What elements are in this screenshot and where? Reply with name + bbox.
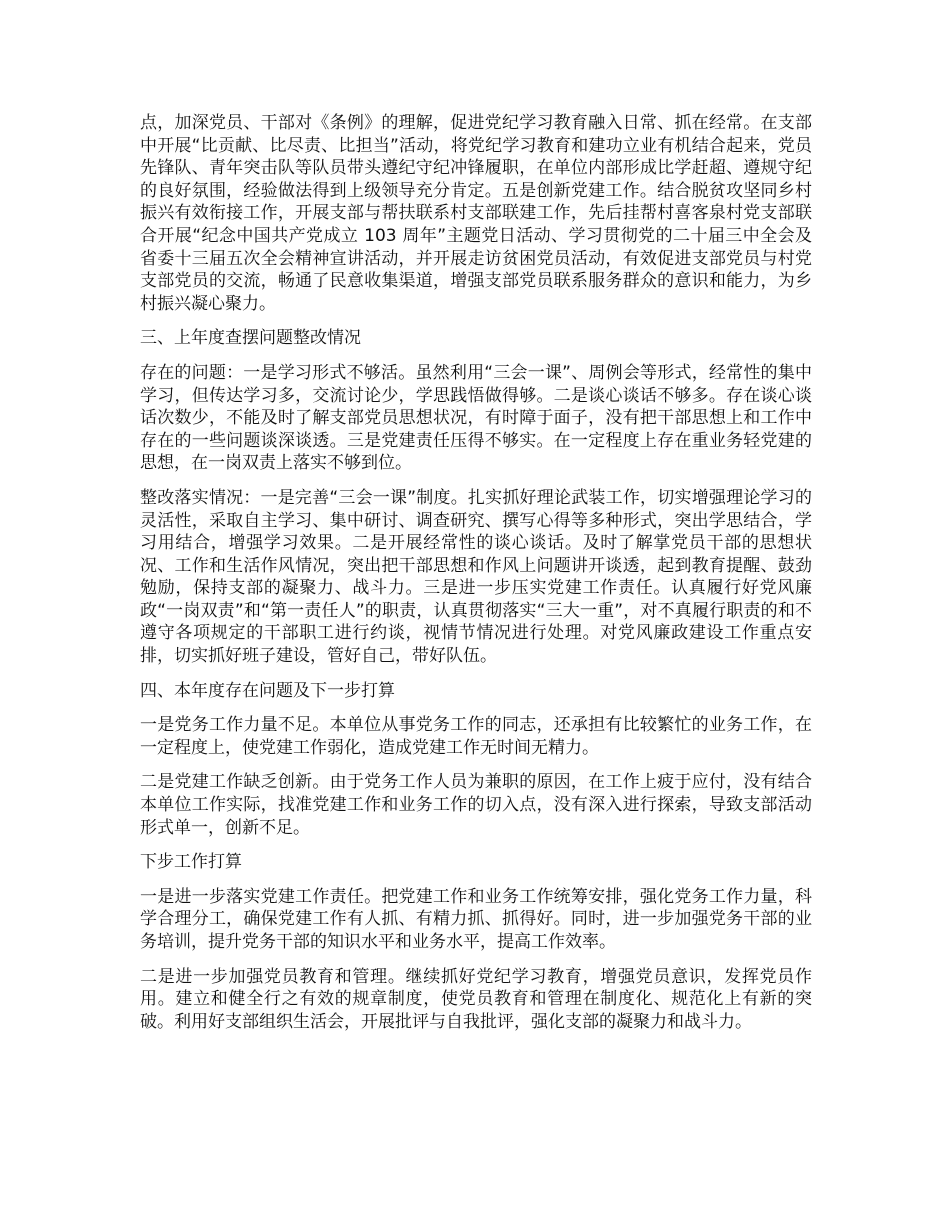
document-page: [140, 112, 812, 1045]
paragraph-rectification-status: 整改落实情况：一是完善“三会一课”制度。扎实抓好理论武装工作，切实增强理论学习的灵活性，采取自主学习、集中研讨、调查研究、撰写心得等多种形式，突出学思结合，学习用结合，增强学习效果。二是开展经常性的谈心谈话。及时了解掌党员干部的思想状况、工作和生活作风情况，突出把干部思想和作风上问题讲开谈透，起到教育提醒、鼓劲勉励，保持支部的凝聚力、战斗力。三是进一步压实党建工作责任。认真履行好党风廉政“一岗双责”和“第一责任人”的职责，认真贯彻落实“三大一重”，对不真履行职责的和不遵守各项规定的干部职工进行约谈，视情节情况进行处理。对党风廉政建设工作重点安排，切实抓好班子建设，管好自己，带好队伍。: [140, 487, 812, 667]
paragraph-implement-responsibility: 一是进一步落实党建工作责任。把党建工作和业务工作统筹安排，强化党务工作力量，科学合理分工，确保党建工作有人抓、有精力抓、抓得好。同时，进一步加强党务干部的业务培训，提升党务干部的知识水平和业务水平，提高工作效率。: [140, 886, 812, 952]
paragraph-strengthen-education: 二是进一步加强党员教育和管理。继续抓好党纪学习教育，增强党员意识，发挥党员作用。建立和健全行之有效的规章制度，使党员教育和管理在制度化、规范化上有新的突破。利用好支部组织生活会，开展批评与自我批评，强化支部的凝聚力和战斗力。: [140, 966, 812, 1032]
paragraph-party-discipline-education: 点，加深党员、干部对《条例》的理解，促进党纪学习教育融入日常、抓在经常。在支部中开展“比贡献、比尽责、比担当”活动，将党纪学习教育和建功立业有机结合起来，党员先锋队、青年突击队等队员带头遵纪守纪冲锋履职，在单位内部形成比学赶超、遵规守纪的良好氛围，经验做法得到上级领导充分肯定。五是创新党建工作。结合脱贫攻坚同乡村振兴有效衔接工作，开展支部与帮扶联系村支部联建工作，先后挂帮村喜客泉村党支部联合开展“纪念中国共产党成立 103 周年”主题党日活动、学习贯彻党的二十届三中全会及省委十三届五次全会精神宣讲活动，并开展走访贫困党员活动，有效促进支部党员与村党支部党员的交流，畅通了民意收集渠道，增强支部党员联系服务群众的意识和能力，为乡村振兴凝心聚力。: [140, 113, 812, 314]
paragraph-insufficient-staff: 一是党务工作力量不足。本单位从事党务工作的同志，还承担有比较繁忙的业务工作，在一定程度上，使党建工作弱化，造成党建工作无时间无精力。: [140, 715, 812, 758]
section-heading-next-steps: 下步工作打算: [140, 852, 242, 873]
paragraph-lack-of-innovation: 二是党建工作缺乏创新。由于党务工作人员为兼职的原因，在工作上疲于应付，没有结合本单位工作实际，找准党建工作和业务工作的切入点，没有深入进行探索，导致支部活动形式单一，创新不足。: [140, 772, 812, 838]
section-heading-current-problems: 四、本年度存在问题及下一步打算: [140, 680, 395, 701]
paragraph-existing-problems: 存在的问题：一是学习形式不够活。虽然利用“三会一课”、周例会等形式，经常性的集中学习，但传达学习多，交流讨论少，学思践悟做得够。二是谈心谈话不够多。存在谈心谈话次数少，不能及时了解支部党员思想状况，有时障于面子，没有把干部思想上和工作中存在的一些问题谈深谈透。三是党建责任压得不够实。在一定程度上存在重业务轻党建的思想，在一岗双责上落实不够到位。: [140, 362, 812, 474]
section-heading-rectification: 三、上年度查摆问题整改情况: [140, 328, 361, 349]
